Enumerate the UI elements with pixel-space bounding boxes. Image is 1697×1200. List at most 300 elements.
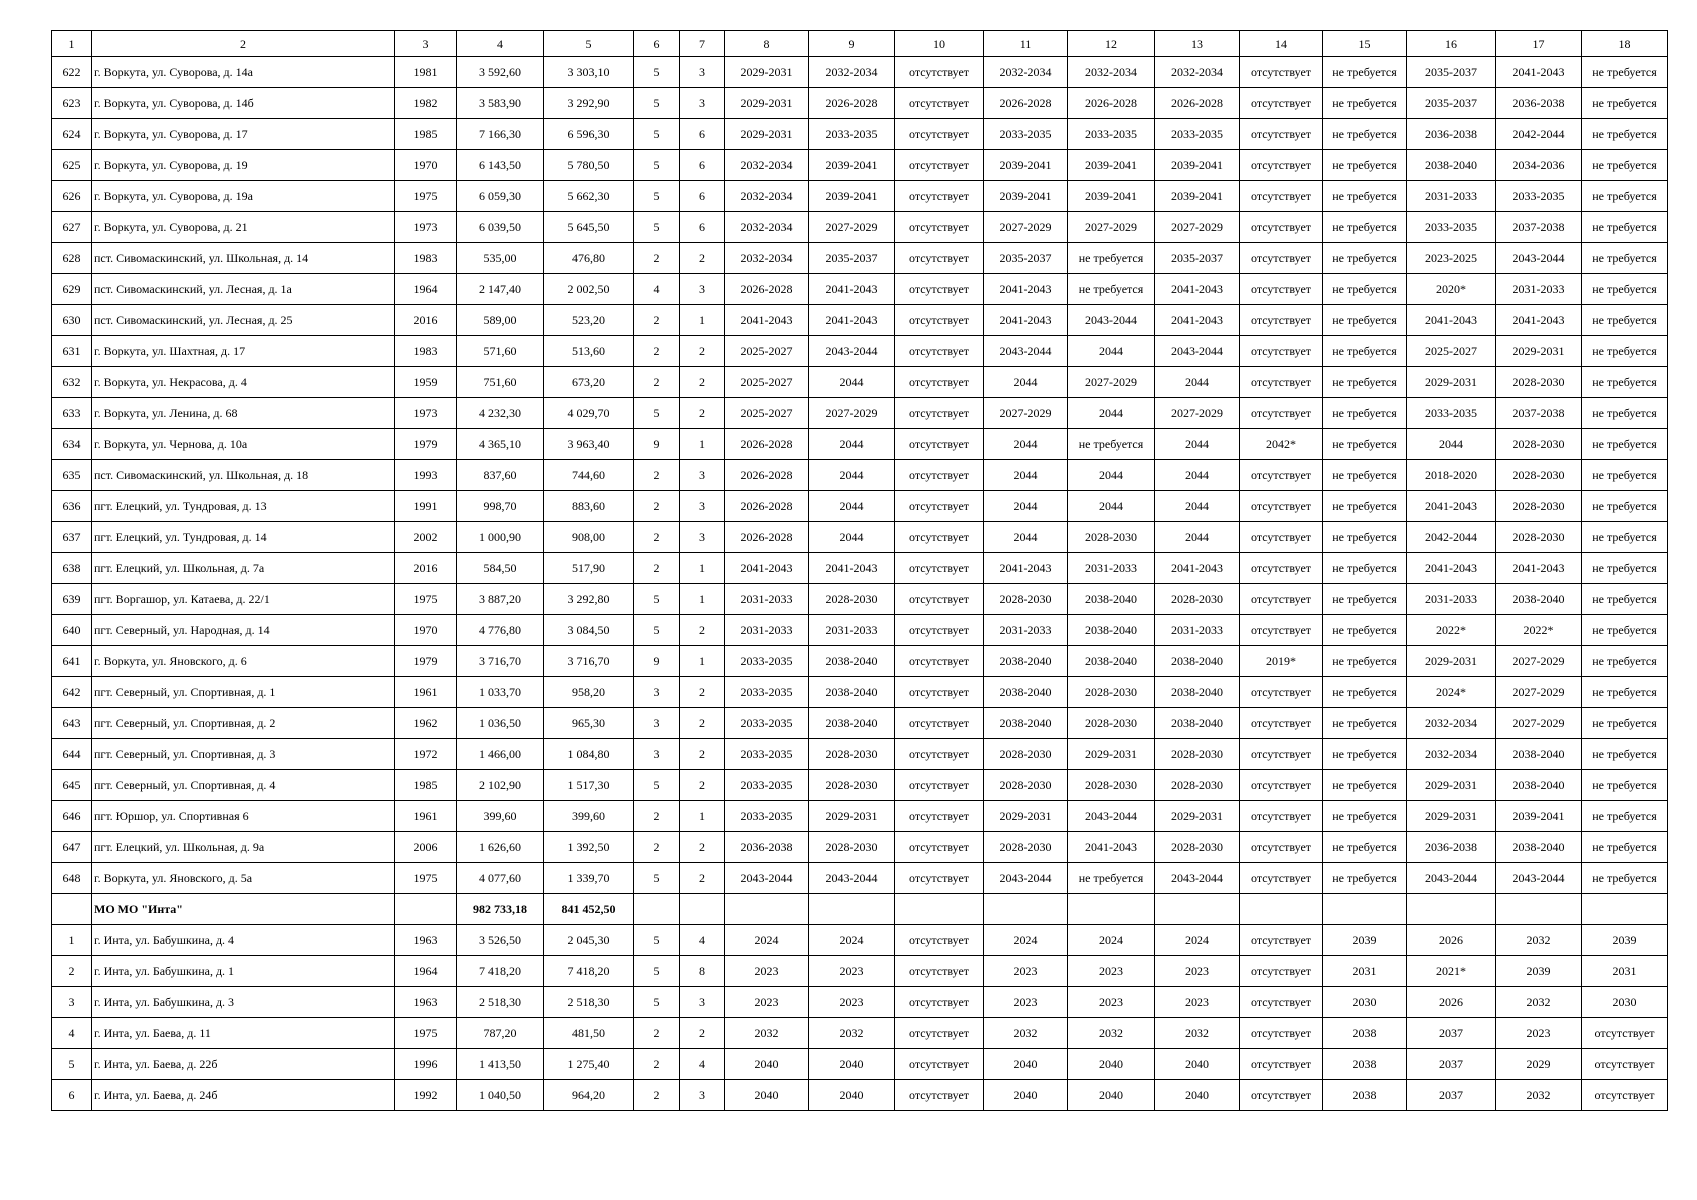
table-cell: 2039-2041 <box>809 150 895 181</box>
table-cell: 2033-2035 <box>725 708 809 739</box>
table-cell: 2041-2043 <box>1407 491 1496 522</box>
table-cell: 2032-2034 <box>1155 57 1240 88</box>
table-cell: не требуется <box>1582 863 1668 894</box>
table-cell: 2016 <box>395 553 457 584</box>
table-cell: 513,60 <box>544 336 634 367</box>
table-cell: 2035-2037 <box>984 243 1068 274</box>
table-cell: отсутствует <box>895 274 984 305</box>
table-cell: 2023 <box>984 956 1068 987</box>
table-cell: 6 <box>680 181 725 212</box>
table-cell: 2028-2030 <box>1068 522 1155 553</box>
table-cell: 4 077,60 <box>457 863 544 894</box>
table-cell: 622 <box>52 57 92 88</box>
table-cell: 6 143,50 <box>457 150 544 181</box>
table-cell: 2041-2043 <box>984 305 1068 336</box>
table-cell: 5 <box>634 398 680 429</box>
table-cell: не требуется <box>1582 336 1668 367</box>
table-cell: 2044 <box>1155 491 1240 522</box>
table-cell: 5 <box>634 987 680 1018</box>
table-cell: отсутствует <box>895 181 984 212</box>
table-cell: 2041-2043 <box>984 274 1068 305</box>
table-cell: 2 045,30 <box>544 925 634 956</box>
address-cell: г. Воркута, ул. Суворова, д. 17 <box>92 119 395 150</box>
table-cell: 2033-2035 <box>1407 212 1496 243</box>
table-cell: 571,60 <box>457 336 544 367</box>
table-cell: 2040 <box>725 1049 809 1080</box>
address-cell: пст. Сивомаскинский, ул. Школьная, д. 14 <box>92 243 395 274</box>
table-cell: 399,60 <box>457 801 544 832</box>
table-cell: не требуется <box>1323 615 1407 646</box>
table-cell: 2041-2043 <box>809 553 895 584</box>
table-cell: 8 <box>680 956 725 987</box>
table-cell <box>895 894 984 925</box>
address-cell: пст. Сивомаскинский, ул. Лесная, д. 25 <box>92 305 395 336</box>
table-cell: отсутствует <box>1582 1018 1668 1049</box>
table-cell: 623 <box>52 88 92 119</box>
table-cell: 982 733,18 <box>457 894 544 925</box>
table-cell: не требуется <box>1323 863 1407 894</box>
table-cell: 2044 <box>984 460 1068 491</box>
table-cell: 1959 <box>395 367 457 398</box>
table-cell: 1981 <box>395 57 457 88</box>
table-cell <box>1155 894 1240 925</box>
table-cell: 5 <box>634 770 680 801</box>
table-cell: 2 <box>680 708 725 739</box>
table-cell: 2040 <box>1155 1049 1240 1080</box>
table-cell: не требуется <box>1323 88 1407 119</box>
table-cell: 1 <box>680 429 725 460</box>
table-cell: 7 418,20 <box>544 956 634 987</box>
table-cell: 2043-2044 <box>1068 305 1155 336</box>
table-cell: не требуется <box>1582 57 1668 88</box>
table-cell: 2041-2043 <box>809 274 895 305</box>
table-cell: 958,20 <box>544 677 634 708</box>
address-cell: г. Воркута, ул. Некрасова, д. 4 <box>92 367 395 398</box>
table-cell: 5 <box>634 150 680 181</box>
table-cell: 2038-2040 <box>1068 615 1155 646</box>
table-cell: 3 292,90 <box>544 88 634 119</box>
table-cell: 2041-2043 <box>809 305 895 336</box>
table-cell: 1979 <box>395 646 457 677</box>
address-cell: г. Воркута, ул. Суворова, д. 19а <box>92 181 395 212</box>
table-cell: 1979 <box>395 429 457 460</box>
address-cell: г. Инта, ул. Бабушкина, д. 4 <box>92 925 395 956</box>
table-cell: 2027-2029 <box>1496 677 1582 708</box>
column-number-cell: 1 <box>52 31 92 57</box>
table-cell: 2 <box>680 367 725 398</box>
table-cell: отсутствует <box>1240 832 1323 863</box>
table-cell: не требуется <box>1323 212 1407 243</box>
table-cell: 641 <box>52 646 92 677</box>
table-cell: 2038-2040 <box>1068 646 1155 677</box>
table-cell: 2029-2031 <box>725 119 809 150</box>
table-cell: 2041-2043 <box>1155 305 1240 336</box>
table-cell: не требуется <box>1323 491 1407 522</box>
table-body <box>52 31 1668 1111</box>
table-row <box>52 708 1668 739</box>
address-cell: пст. Сивомаскинский, ул. Лесная, д. 1а <box>92 274 395 305</box>
address-cell: г. Воркута, ул. Суворова, д. 14б <box>92 88 395 119</box>
table-cell: 1991 <box>395 491 457 522</box>
table-row <box>52 522 1668 553</box>
table-cell: 787,20 <box>457 1018 544 1049</box>
address-cell: пгт. Елецкий, ул. Школьная, д. 9а <box>92 832 395 863</box>
table-cell: 2023 <box>725 956 809 987</box>
table-cell: 2027-2029 <box>1155 212 1240 243</box>
table-cell: 2028-2030 <box>1155 584 1240 615</box>
address-cell: пгт. Елецкий, ул. Тундровая, д. 14 <box>92 522 395 553</box>
table-cell: отсутствует <box>1240 956 1323 987</box>
table-cell: 1 <box>680 584 725 615</box>
table-cell: 2 <box>634 553 680 584</box>
table-cell: 2041-2043 <box>1155 274 1240 305</box>
table-cell: 2037 <box>1407 1018 1496 1049</box>
address-cell: пгт. Северный, ул. Народная, д. 14 <box>92 615 395 646</box>
table-cell: 2040 <box>984 1049 1068 1080</box>
table-cell: 2043-2044 <box>809 863 895 894</box>
table-cell: 2041-2043 <box>1407 305 1496 336</box>
table-cell: 2 <box>680 615 725 646</box>
table-cell: отсутствует <box>1240 243 1323 274</box>
table-cell: 2043-2044 <box>1155 336 1240 367</box>
table-cell: 632 <box>52 367 92 398</box>
section-row <box>52 894 1668 925</box>
table-cell: 2032-2034 <box>725 181 809 212</box>
table-cell: не требуется <box>1323 305 1407 336</box>
table-cell: не требуется <box>1323 243 1407 274</box>
table-cell: отсутствует <box>1240 584 1323 615</box>
table-cell: 1962 <box>395 708 457 739</box>
table-cell: 9 <box>634 429 680 460</box>
table-cell: 2 <box>634 367 680 398</box>
table-cell: 2037 <box>1407 1049 1496 1080</box>
table-cell: 2041-2043 <box>1496 305 1582 336</box>
table-cell: 2029-2031 <box>1496 336 1582 367</box>
address-cell: г. Инта, ул. Бабушкина, д. 1 <box>92 956 395 987</box>
table-cell: 2028-2030 <box>984 739 1068 770</box>
address-cell: г. Воркута, ул. Чернова, д. 10а <box>92 429 395 460</box>
table-cell: 2023 <box>809 956 895 987</box>
table-cell: 2029-2031 <box>984 801 1068 832</box>
table-cell: 2028-2030 <box>984 832 1068 863</box>
table-cell: 965,30 <box>544 708 634 739</box>
table-cell: 2038 <box>1323 1018 1407 1049</box>
table-cell: 2039 <box>1323 925 1407 956</box>
table-cell: 2 <box>634 336 680 367</box>
address-cell: г. Воркута, ул. Яновского, д. 5а <box>92 863 395 894</box>
table-cell: 1964 <box>395 956 457 987</box>
table-cell: отсутствует <box>895 367 984 398</box>
table-cell: 1 036,50 <box>457 708 544 739</box>
table-cell: отсутствует <box>895 615 984 646</box>
table-cell: 2027-2029 <box>984 398 1068 429</box>
table-cell: 2043-2044 <box>809 336 895 367</box>
table-cell: 1983 <box>395 336 457 367</box>
table-cell: 2 <box>634 522 680 553</box>
table-cell: 2039-2041 <box>984 181 1068 212</box>
column-number-cell: 7 <box>680 31 725 57</box>
table-cell: 476,80 <box>544 243 634 274</box>
table-cell: не требуется <box>1582 429 1668 460</box>
table-cell: 2002 <box>395 522 457 553</box>
table-cell: 4 365,10 <box>457 429 544 460</box>
table-cell: 2 <box>680 1018 725 1049</box>
table-cell: 2022* <box>1496 615 1582 646</box>
table-cell: 5 780,50 <box>544 150 634 181</box>
table-cell: 5 <box>634 615 680 646</box>
table-cell: 1993 <box>395 460 457 491</box>
table-cell: 964,20 <box>544 1080 634 1111</box>
table-cell: 1973 <box>395 398 457 429</box>
table-cell: 2036-2038 <box>1496 88 1582 119</box>
table-cell: отсутствует <box>1240 987 1323 1018</box>
table-cell: 2 <box>634 832 680 863</box>
table-cell: отсутствует <box>1240 1049 1323 1080</box>
table-cell <box>984 894 1068 925</box>
table-cell: 584,50 <box>457 553 544 584</box>
table-cell: 2032-2034 <box>725 212 809 243</box>
table-cell: отсутствует <box>1240 615 1323 646</box>
table-cell: 1963 <box>395 987 457 1018</box>
table-cell: 2038-2040 <box>1496 770 1582 801</box>
table-row <box>52 677 1668 708</box>
table-cell: 2039-2041 <box>1496 801 1582 832</box>
table-cell: 2033-2035 <box>725 646 809 677</box>
table-cell: 2027-2029 <box>809 398 895 429</box>
table-cell: 626 <box>52 181 92 212</box>
table-cell: отсутствует <box>895 150 984 181</box>
table-cell: 1 626,60 <box>457 832 544 863</box>
table-cell: 2044 <box>1407 429 1496 460</box>
table-cell: 2006 <box>395 832 457 863</box>
table-cell: 643 <box>52 708 92 739</box>
table-cell: 5 662,30 <box>544 181 634 212</box>
table-cell: 2043-2044 <box>1496 243 1582 274</box>
table-cell: 2028-2030 <box>1068 770 1155 801</box>
table-cell: отсутствует <box>1240 925 1323 956</box>
table-cell: 2016 <box>395 305 457 336</box>
table-cell: 2 <box>680 739 725 770</box>
table-cell <box>1582 894 1668 925</box>
table-cell: 2041-2043 <box>725 305 809 336</box>
table-cell: 2029-2031 <box>725 88 809 119</box>
table-cell: 2027-2029 <box>809 212 895 243</box>
table-cell: 1982 <box>395 88 457 119</box>
table-cell: отсутствует <box>1240 863 1323 894</box>
table-cell: 2043-2044 <box>984 336 1068 367</box>
table-cell: 2032-2034 <box>984 57 1068 88</box>
table-cell: 2034-2036 <box>1496 150 1582 181</box>
table-cell: 2038-2040 <box>809 677 895 708</box>
table-cell: 2039-2041 <box>809 181 895 212</box>
table-cell: 2043-2044 <box>725 863 809 894</box>
table-cell: не требуется <box>1323 584 1407 615</box>
table-cell: 2036-2038 <box>1407 832 1496 863</box>
table-cell: не требуется <box>1582 584 1668 615</box>
table-cell: 2039-2041 <box>1155 150 1240 181</box>
table-cell: 2 147,40 <box>457 274 544 305</box>
table-cell: 1961 <box>395 677 457 708</box>
table-cell <box>395 894 457 925</box>
table-cell: 2041-2043 <box>725 553 809 584</box>
table-cell: отсутствует <box>1582 1080 1668 1111</box>
table-cell: отсутствует <box>895 646 984 677</box>
table-cell: не требуется <box>1582 305 1668 336</box>
table-cell: отсутствует <box>1240 770 1323 801</box>
table-cell: 883,60 <box>544 491 634 522</box>
address-cell: г. Воркута, ул. Суворова, д. 21 <box>92 212 395 243</box>
table-cell: 1 <box>680 801 725 832</box>
table-cell: не требуется <box>1068 243 1155 274</box>
column-number-cell: 5 <box>544 31 634 57</box>
table-cell: 2 002,50 <box>544 274 634 305</box>
address-cell: г. Инта, ул. Баева, д. 22б <box>92 1049 395 1080</box>
table-cell: 2039 <box>1582 925 1668 956</box>
address-cell: пгт. Северный, ул. Спортивная, д. 2 <box>92 708 395 739</box>
table-cell: 2038-2040 <box>1155 677 1240 708</box>
table-cell: 1 339,70 <box>544 863 634 894</box>
address-cell: пгт. Северный, ул. Спортивная, д. 1 <box>92 677 395 708</box>
table-cell: 3 963,40 <box>544 429 634 460</box>
table-cell: 6 <box>680 150 725 181</box>
table-cell: 2044 <box>984 429 1068 460</box>
table-cell: 2023 <box>1496 1018 1582 1049</box>
table-cell: отсутствует <box>1240 150 1323 181</box>
table-cell: 2042* <box>1240 429 1323 460</box>
table-cell: 2044 <box>1155 460 1240 491</box>
table-cell: отсутствует <box>895 863 984 894</box>
table-row <box>52 739 1668 770</box>
table-cell: 2029-2031 <box>1155 801 1240 832</box>
table-cell: 2 102,90 <box>457 770 544 801</box>
address-cell: г. Воркута, ул. Шахтная, д. 17 <box>92 336 395 367</box>
address-cell: г. Инта, ул. Баева, д. 11 <box>92 1018 395 1049</box>
table-cell: 2044 <box>984 367 1068 398</box>
table-cell: 3 <box>634 739 680 770</box>
address-cell: г. Воркута, ул. Ленина, д. 68 <box>92 398 395 429</box>
table-cell: 3 <box>680 460 725 491</box>
table-row <box>52 1018 1668 1049</box>
table-row <box>52 398 1668 429</box>
table-cell: 2033-2035 <box>1068 119 1155 150</box>
table-cell: 2029 <box>1496 1049 1582 1080</box>
section-title-cell: МО МО "Инта" <box>92 894 395 925</box>
table-cell <box>52 894 92 925</box>
table-cell: 628 <box>52 243 92 274</box>
table-cell: 2038-2040 <box>1496 832 1582 863</box>
table-cell: 2037-2038 <box>1496 398 1582 429</box>
table-cell: 2024 <box>1155 925 1240 956</box>
table-cell: 673,20 <box>544 367 634 398</box>
table-cell: 2023-2025 <box>1407 243 1496 274</box>
table-cell: 1 466,00 <box>457 739 544 770</box>
table-cell: отсутствует <box>895 429 984 460</box>
table-cell: 2032 <box>1155 1018 1240 1049</box>
table-row <box>52 956 1668 987</box>
table-cell: 2039-2041 <box>1068 150 1155 181</box>
table-cell: 2041-2043 <box>1068 832 1155 863</box>
table-cell: 1970 <box>395 150 457 181</box>
table-cell: 2032 <box>1496 925 1582 956</box>
table-cell: 3 <box>680 88 725 119</box>
table-cell: 2023 <box>1068 956 1155 987</box>
table-cell: 589,00 <box>457 305 544 336</box>
table-cell: 2033-2035 <box>725 739 809 770</box>
table-cell: 3 887,20 <box>457 584 544 615</box>
table-cell: 1 517,30 <box>544 770 634 801</box>
table-cell: 2038-2040 <box>984 646 1068 677</box>
table-cell: 2030 <box>1582 987 1668 1018</box>
table-cell: не требуется <box>1323 770 1407 801</box>
table-cell: 1970 <box>395 615 457 646</box>
table-cell: отсутствует <box>1240 398 1323 429</box>
column-number-cell: 3 <box>395 31 457 57</box>
table-cell: 2038-2040 <box>1496 739 1582 770</box>
table-cell: 6 <box>680 212 725 243</box>
table-cell: 1963 <box>395 925 457 956</box>
table-cell: отсутствует <box>1240 491 1323 522</box>
table-cell: 2042-2044 <box>1496 119 1582 150</box>
table-cell: 2038-2040 <box>1407 150 1496 181</box>
table-cell: отсутствует <box>895 987 984 1018</box>
table-cell: 517,90 <box>544 553 634 584</box>
address-cell: г. Воркута, ул. Суворова, д. 19 <box>92 150 395 181</box>
table-cell: 2028-2030 <box>1068 708 1155 739</box>
table-cell: 2032 <box>984 1018 1068 1049</box>
table-cell: 640 <box>52 615 92 646</box>
table-cell: 5 <box>634 925 680 956</box>
table-cell: 2044 <box>1155 367 1240 398</box>
table-cell: 644 <box>52 739 92 770</box>
table-row <box>52 119 1668 150</box>
table-cell: 2031-2033 <box>725 584 809 615</box>
table-cell: отсутствует <box>1240 119 1323 150</box>
table-row <box>52 336 1668 367</box>
address-cell: г. Инта, ул. Бабушкина, д. 3 <box>92 987 395 1018</box>
table-cell: 2033-2035 <box>984 119 1068 150</box>
table-cell: 2039 <box>1496 956 1582 987</box>
table-cell: 4 232,30 <box>457 398 544 429</box>
table-cell: 2028-2030 <box>1068 677 1155 708</box>
table-cell: 4 <box>680 925 725 956</box>
table-cell: 3 <box>680 57 725 88</box>
table-cell: 3 583,90 <box>457 88 544 119</box>
table-cell: не требуется <box>1323 367 1407 398</box>
table-cell: 2 <box>634 1018 680 1049</box>
table-cell: 7 418,20 <box>457 956 544 987</box>
address-cell: пгт. Воргашор, ул. Катаева, д. 22/1 <box>92 584 395 615</box>
table-cell <box>1323 894 1407 925</box>
table-cell: 5 <box>634 119 680 150</box>
table-cell: 2 <box>680 243 725 274</box>
table-cell: 1992 <box>395 1080 457 1111</box>
table-cell: 1 040,50 <box>457 1080 544 1111</box>
table-cell <box>725 894 809 925</box>
table-cell: отсутствует <box>895 243 984 274</box>
table-cell: отсутствует <box>1240 88 1323 119</box>
table-cell: 2031-2033 <box>809 615 895 646</box>
table-cell: отсутствует <box>895 925 984 956</box>
table-cell: 3 084,50 <box>544 615 634 646</box>
table-cell: отсутствует <box>1582 1049 1668 1080</box>
table-cell: отсутствует <box>1240 708 1323 739</box>
table-cell: 2038-2040 <box>1155 646 1240 677</box>
table-cell: 2031-2033 <box>1155 615 1240 646</box>
table-cell: 3 <box>680 1080 725 1111</box>
table-cell: 2038-2040 <box>1496 584 1582 615</box>
table-row <box>52 553 1668 584</box>
table-cell: 3 <box>634 677 680 708</box>
